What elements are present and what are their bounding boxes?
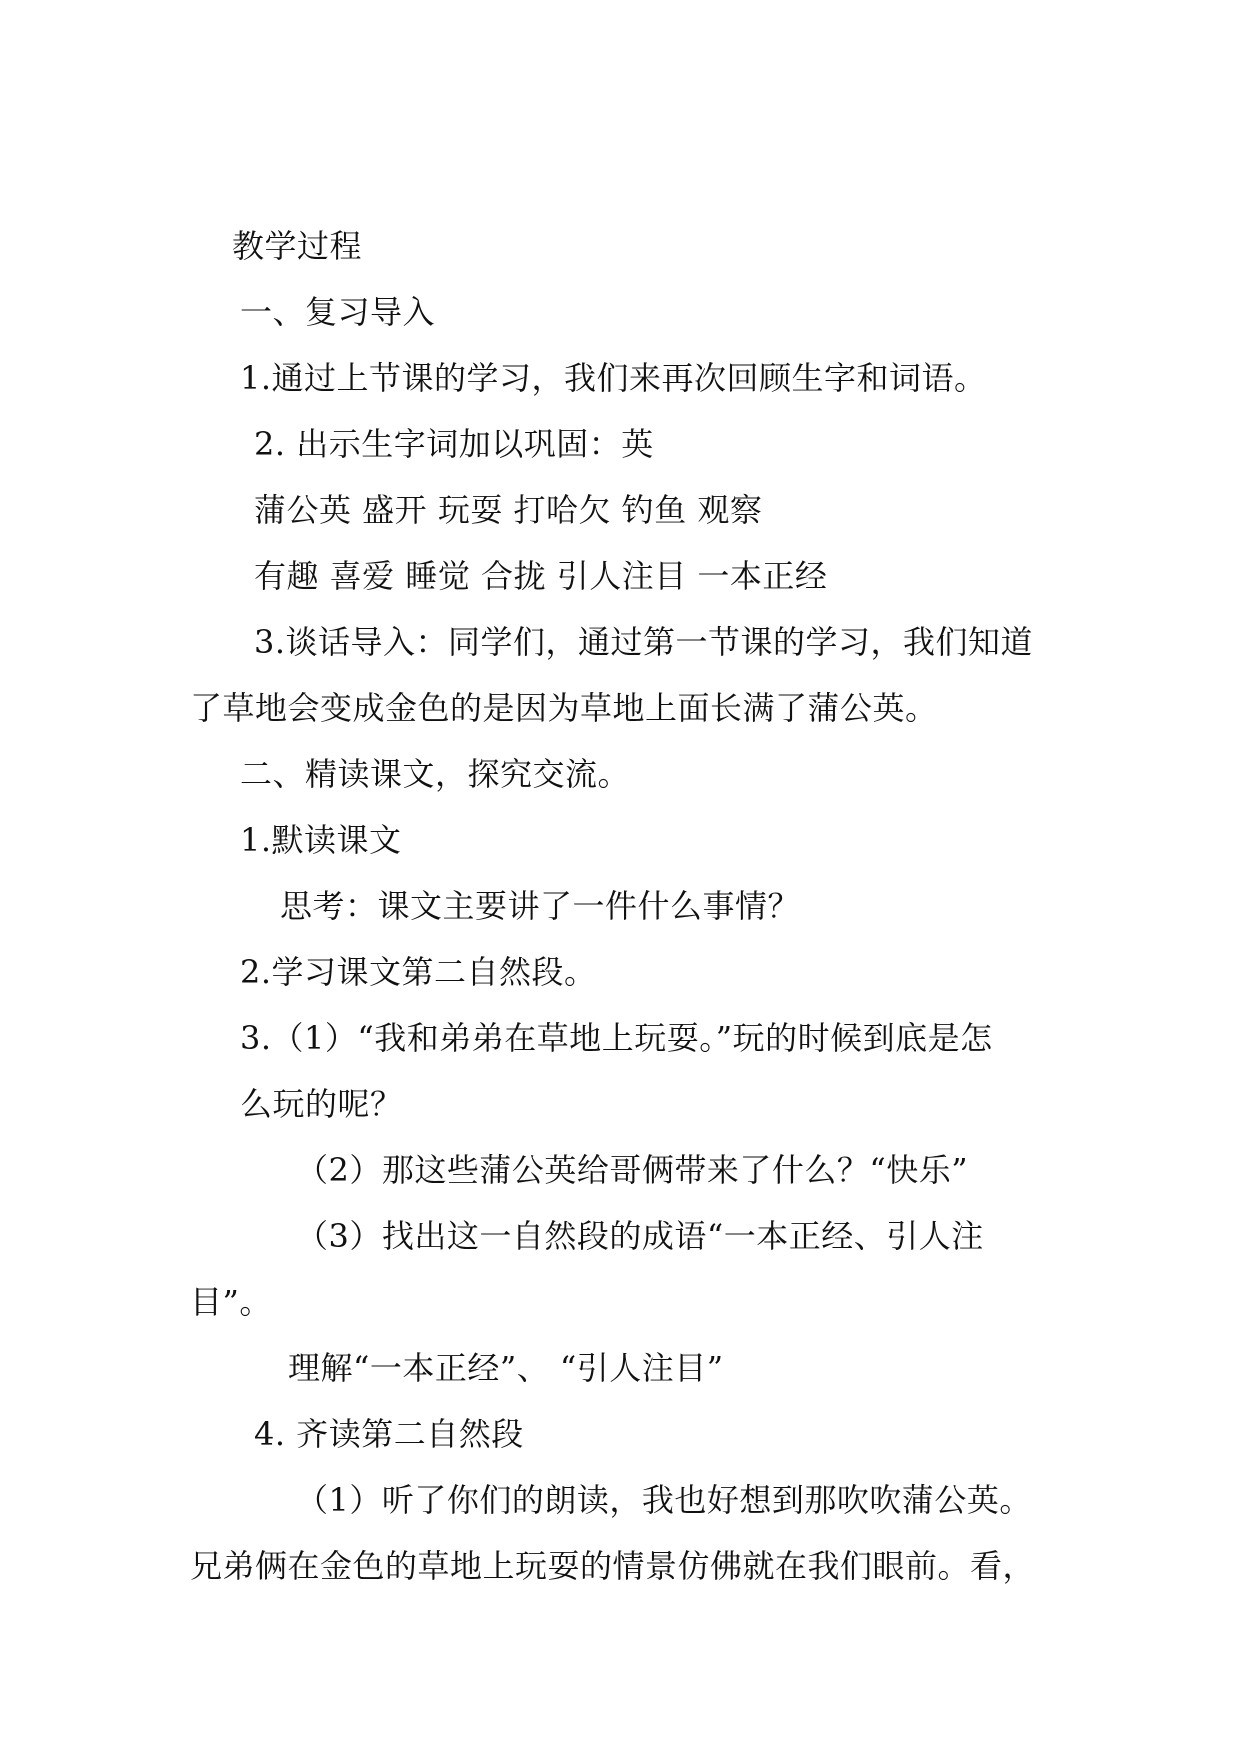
paragraph-line: 么玩的呢？	[240, 1085, 403, 1123]
paragraph-line: 了草地会变成金色的是因为草地上面长满了蒲公英。	[190, 689, 938, 727]
paragraph-line: 目”。	[190, 1283, 272, 1321]
heading-intensive-reading: 二、精读课文，探究交流。	[240, 755, 631, 793]
paragraph-line: （3）找出这一自然段的成语“一本正经、引人注	[296, 1217, 984, 1255]
paragraph-line: 3.谈话导入：同学们，通过第一节课的学习，我们知道	[254, 623, 1034, 661]
paragraph-line: 兄弟俩在金色的草地上玩耍的情景仿佛就在我们眼前。看，	[190, 1547, 1036, 1585]
vocabulary-line: 蒲公英 盛开 玩耍 打哈欠 钓鱼 观察	[254, 491, 763, 529]
paragraph-line: 2. 出示生字词加以巩固：英	[254, 425, 654, 463]
paragraph-line: （2）那这些蒲公英给哥俩带来了什么？“快乐”	[296, 1151, 969, 1189]
heading-review-intro: 一、复习导入	[240, 293, 436, 331]
paragraph-line: （1）听了你们的朗读，我也好想到那吹吹蒲公英。	[296, 1481, 1032, 1519]
paragraph-line: 2.学习课文第二自然段。	[240, 953, 597, 991]
paragraph-line: 思考：课文主要讲了一件什么事情？	[280, 887, 801, 925]
vocabulary-line: 有趣 喜爱 睡觉 合拢 引人注目 一本正经	[254, 557, 828, 595]
paragraph-line: 理解“一本正经”、 “引人注目”	[288, 1349, 724, 1387]
paragraph-line: 1.默读课文	[240, 821, 402, 859]
paragraph-line: 4. 齐读第二自然段	[254, 1415, 524, 1453]
paragraph-line: 3.（1）“我和弟弟在草地上玩耍。”玩的时候到底是怎	[240, 1019, 993, 1057]
paragraph-line: 1.通过上节课的学习，我们来再次回顾生字和词语。	[240, 359, 987, 397]
section-title-teaching-process: 教学过程	[232, 227, 363, 265]
